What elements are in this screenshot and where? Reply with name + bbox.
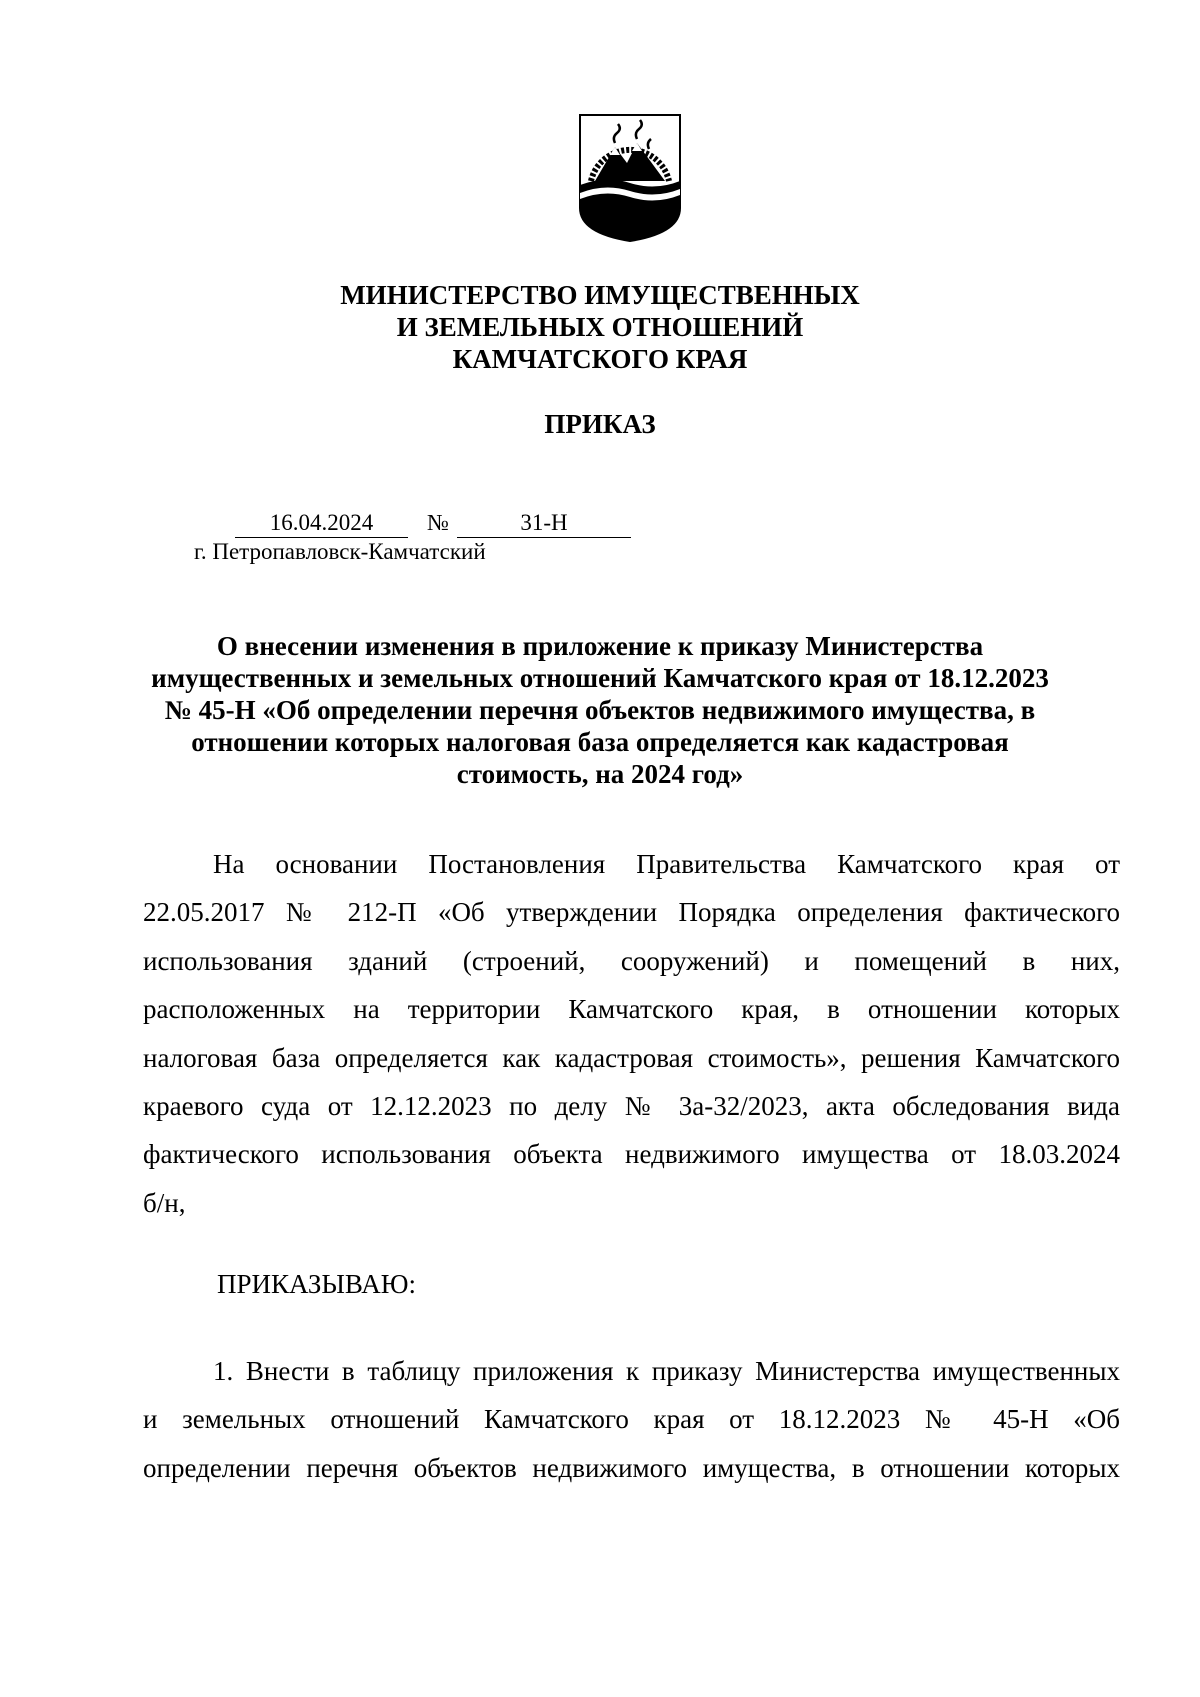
ministry-name bbox=[0, 279, 1200, 375]
number-sign: № bbox=[427, 510, 449, 535]
item-1-paragraph bbox=[143, 1347, 1120, 1492]
ministry-line: КАМЧАТСКОГО КРАЯ bbox=[452, 344, 748, 374]
order-date: 16.04.2024 bbox=[235, 509, 408, 538]
order-number: 31-Н bbox=[457, 509, 631, 538]
item-1-line: 1. Внести в таблицу приложения к приказу Министерства имущественных bbox=[213, 1356, 1120, 1386]
item-1-line: определении перечня объектов недвижимого имущества, в отношении которых bbox=[143, 1452, 1120, 1483]
city-name: г. Петропавловск-Камчатский bbox=[194, 539, 486, 564]
title-line: стоимость, на 2024 год» bbox=[456, 759, 744, 789]
orders-word: ПРИКАЗЫВАЮ: bbox=[217, 1269, 416, 1299]
preamble-line: б/н, bbox=[143, 1187, 186, 1218]
title-line: № 45-Н «Об определении перечня объектов недвижимого имущества, в bbox=[164, 695, 1036, 725]
document-type: ПРИКАЗ bbox=[544, 409, 656, 439]
preamble-line: налоговая база определяется как кадастровая стоимость», решения Камчатского bbox=[143, 1042, 1120, 1073]
preamble-line: фактического использования объекта недвижимого имущества от 18.03.2024 bbox=[143, 1139, 1120, 1170]
preamble-line: использования зданий (строений, сооружений) и помещений в них, bbox=[143, 945, 1120, 976]
preamble-line: 22.05.2017 № 212-П «Об утверждении Порядка определения фактического bbox=[143, 897, 1120, 928]
coat-of-arms-emblem bbox=[577, 113, 683, 243]
ministry-line: МИНИСТЕРСТВО ИМУЩЕСТВЕННЫХ bbox=[340, 280, 860, 310]
item-1-line: и земельных отношений Камчатского края от 18.12.2023 № 45-Н «Об bbox=[143, 1404, 1120, 1435]
ministry-line: И ЗЕМЕЛЬНЫХ ОТНОШЕНИЙ bbox=[396, 312, 804, 342]
preamble-line: расположенных на территории Камчатского края, в отношении которых bbox=[143, 994, 1120, 1025]
preamble-paragraph bbox=[143, 840, 1120, 1227]
title-line: О внесении изменения в приложение к приказу Министерства bbox=[216, 631, 984, 661]
order-title bbox=[150, 630, 1050, 790]
preamble-line: На основании Постановления Правительства Камчатского края от bbox=[213, 849, 1120, 879]
preamble-line: краевого суда от 12.12.2023 по делу № 3а-32/2023, акта обследования вида bbox=[143, 1090, 1120, 1121]
title-line: имущественных и земельных отношений Камчатского края от 18.12.2023 bbox=[151, 663, 1049, 693]
title-line: отношении которых налоговая база определяется как кадастровая bbox=[191, 727, 1009, 757]
